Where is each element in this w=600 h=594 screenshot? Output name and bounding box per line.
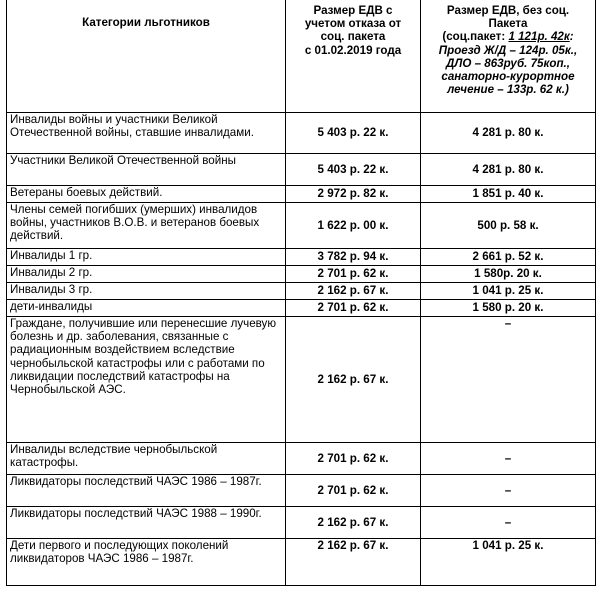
row-category: Ликвидаторы последствий ЧАЭС 1986 – 1987г. <box>7 475 286 507</box>
row-category: дети-инвалиды <box>7 300 286 317</box>
row-category: Инвалиды 3 гр. <box>7 283 286 300</box>
table-row <box>7 186 596 203</box>
package-amount: 1 121р. 42к <box>508 30 570 44</box>
row-category: Ликвидаторы последствий ЧАЭС 1988 – 1990г. <box>7 507 286 539</box>
row-with-refusal: 2 162 р. 67 к. <box>286 317 421 443</box>
table-row <box>7 113 596 154</box>
row-without-package: 1 041 р. 25 к. <box>421 283 596 300</box>
header-without-line3 <box>424 30 592 43</box>
row-with-refusal: 2 701 р. 62 к. <box>286 266 421 283</box>
table-row <box>7 283 596 300</box>
row-with-refusal: 3 782 р. 94 к. <box>286 249 421 266</box>
row-without-package: 1 580р. 20 к. <box>421 266 596 283</box>
row-with-refusal: 5 403 р. 22 к. <box>286 113 421 154</box>
row-without-package: – <box>421 507 596 539</box>
row-with-refusal: 2 162 р. 67 к. <box>286 507 421 539</box>
table-row <box>7 203 596 249</box>
header-with-line4: с 01.02.2019 года <box>304 43 402 57</box>
table-row <box>7 317 596 443</box>
row-without-package: 1 580 р. 20 к. <box>421 300 596 317</box>
row-with-refusal: 2 162 р. 67 к. <box>286 283 421 300</box>
table-row <box>7 475 596 507</box>
header-with-line3: соц. пакета <box>320 30 386 44</box>
row-without-package: 1 041 р. 25 к. <box>421 539 596 586</box>
table-row <box>7 154 596 186</box>
header-without-line2: Пакета <box>488 17 528 31</box>
row-with-refusal: 5 403 р. 22 к. <box>286 154 421 186</box>
table-row <box>7 266 596 283</box>
header-category: Категории льготников <box>7 0 286 113</box>
row-category: Участники Великой Отечественной войны <box>7 154 286 186</box>
table-row <box>7 300 596 317</box>
row-with-refusal: 2 972 р. 82 к. <box>286 186 421 203</box>
table-row <box>7 507 596 539</box>
header-row <box>7 0 596 113</box>
row-category: Инвалиды 2 гр. <box>7 266 286 283</box>
row-without-package: – <box>421 475 596 507</box>
row-category: Члены семей погибших (умерших) инвалидов войны, участников В.О.В. и ветеранов боевых действий. <box>7 203 286 249</box>
row-with-refusal: 2 701 р. 62 к. <box>286 443 421 475</box>
header-without-line4: Проезд Ж/Д – 124р. 05к., <box>438 43 578 57</box>
header-without-package <box>421 0 596 113</box>
header-without-line1: Размер ЕДВ, без соц. <box>446 4 570 17</box>
row-category: Дети первого и последующих поколений ликвидаторов ЧАЭС 1986 – 1987г. <box>7 539 286 586</box>
row-category: Ветераны боевых действий. <box>7 186 286 203</box>
header-with-refusal <box>286 0 421 113</box>
row-with-refusal: 2 162 р. 67 к. <box>286 539 421 586</box>
header-without-line6: санаторно-курортное <box>441 70 575 84</box>
table-row <box>7 539 596 586</box>
header-with-line1: Размер ЕДВ с <box>313 4 393 17</box>
row-without-package: 2 661 р. 52 к. <box>421 249 596 266</box>
package-colon: : <box>569 30 574 44</box>
header-without-line5: ДЛО – 863руб. 75коп., <box>446 56 570 70</box>
row-category: Инвалиды 1 гр. <box>7 249 286 266</box>
benefits-table <box>6 0 596 586</box>
header-without-line7: лечение – 133р. 62 к.) <box>447 83 569 97</box>
table-row <box>7 249 596 266</box>
row-with-refusal: 2 701 р. 62 к. <box>286 300 421 317</box>
row-category: Граждане, получившие или перенесшие лучевую болезнь и др. заболевания, связанные с радиационным воздействием вследствие чернобыльской катастрофы или с работами по ликвидации последствий катастрофы на Чернобыльской АЭС. <box>7 317 286 443</box>
row-with-refusal: 1 622 р. 00 к. <box>286 203 421 249</box>
row-without-package: – <box>421 443 596 475</box>
row-without-package: – <box>421 317 596 443</box>
row-without-package: 500 р. 58 к. <box>421 203 596 249</box>
table-row <box>7 443 596 475</box>
row-without-package: 1 851 р. 40 к. <box>421 186 596 203</box>
row-category: Инвалиды вследствие чернобыльской катастрофы. <box>7 443 286 475</box>
row-without-package: 4 281 р. 80 к. <box>421 154 596 186</box>
row-category: Инвалиды войны и участники Великой Отечественной войны, ставшие инвалидами. <box>7 113 286 154</box>
row-without-package: 4 281 р. 80 к. <box>421 113 596 154</box>
package-label: (соц.пакет: <box>442 30 509 44</box>
row-with-refusal: 2 701 р. 62 к. <box>286 475 421 507</box>
header-with-line2: учетом отказа от <box>304 17 402 31</box>
